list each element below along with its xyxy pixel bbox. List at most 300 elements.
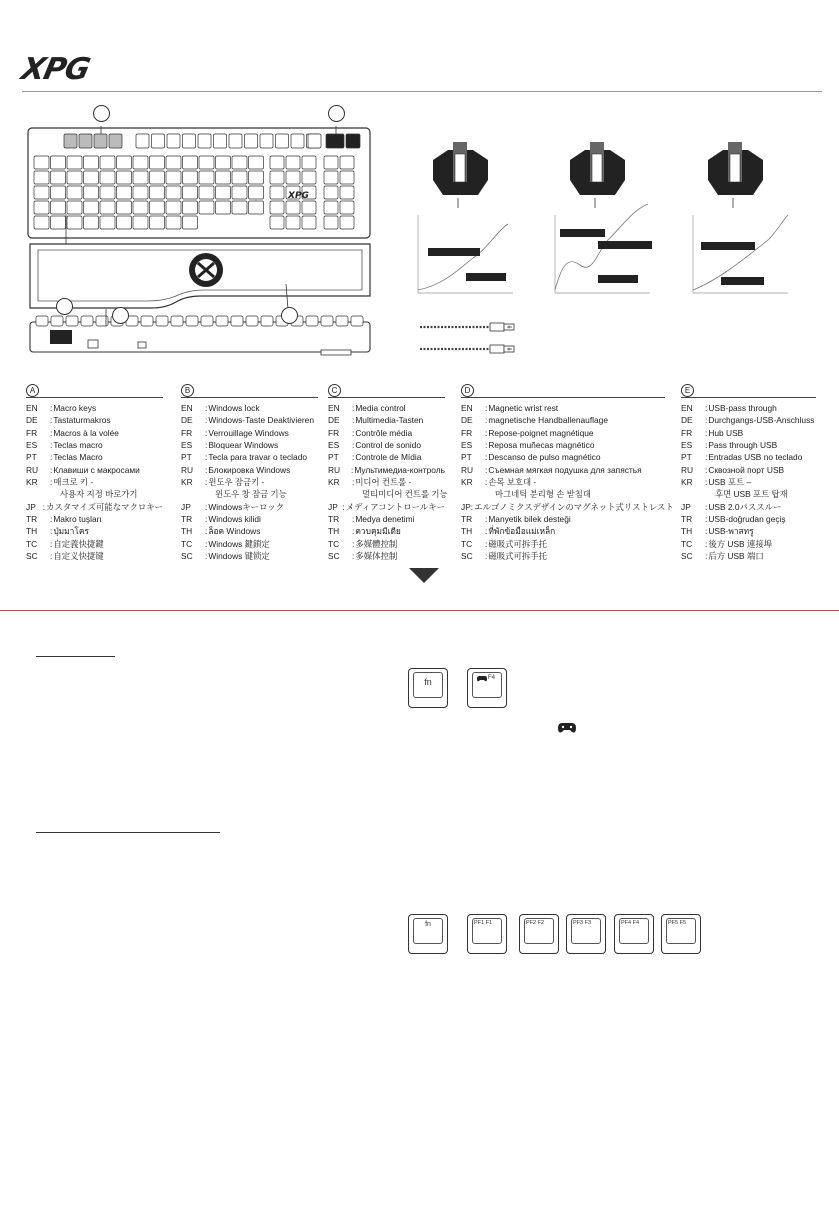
legend-row bbox=[328, 538, 445, 550]
legend-text: エルゴノミクスデザインのマグネット式リストレスト bbox=[474, 501, 674, 512]
legend-row bbox=[181, 538, 318, 550]
key bbox=[326, 134, 344, 148]
key bbox=[232, 201, 247, 214]
key bbox=[67, 201, 82, 214]
key bbox=[249, 156, 264, 169]
legend-row bbox=[26, 538, 163, 550]
key bbox=[51, 216, 66, 229]
legend-text: magnetische Handballenauflage bbox=[488, 415, 608, 426]
legend-row bbox=[26, 476, 163, 488]
callout-bar bbox=[598, 275, 638, 283]
legend-row bbox=[681, 488, 816, 500]
key bbox=[324, 216, 338, 229]
side-keycap bbox=[201, 316, 213, 326]
key bbox=[324, 171, 338, 184]
key bbox=[199, 201, 214, 214]
key bbox=[214, 134, 227, 148]
key bbox=[166, 216, 181, 229]
key bbox=[117, 201, 132, 214]
key bbox=[308, 134, 321, 148]
legend-row bbox=[461, 550, 665, 562]
legend-row bbox=[181, 550, 318, 562]
key bbox=[117, 171, 132, 184]
separator: : bbox=[705, 415, 708, 426]
key bbox=[100, 216, 115, 229]
key bbox=[302, 171, 316, 184]
key bbox=[302, 216, 316, 229]
legend-heading bbox=[681, 384, 816, 398]
f4-gamepad-key bbox=[467, 668, 507, 708]
legend-row bbox=[681, 427, 816, 439]
key bbox=[167, 134, 180, 148]
key bbox=[166, 186, 181, 199]
key bbox=[286, 216, 300, 229]
language-code: TC bbox=[681, 538, 693, 549]
key bbox=[84, 216, 99, 229]
legend-text: Windowsキーロック bbox=[208, 501, 285, 512]
key bbox=[232, 156, 247, 169]
legend-text: Repose-poignet magnétique bbox=[488, 427, 594, 438]
legend-text: Windows kilidi bbox=[208, 514, 261, 525]
key bbox=[133, 186, 148, 199]
legend-text: Блокировка Windows bbox=[208, 464, 291, 475]
separator: : bbox=[205, 514, 208, 525]
separator: : bbox=[50, 464, 53, 475]
separator: : bbox=[705, 464, 708, 475]
language-code: RU bbox=[681, 464, 694, 475]
side-keycap bbox=[36, 316, 48, 326]
legend-row bbox=[681, 525, 816, 537]
side-keycap bbox=[141, 316, 153, 326]
key bbox=[183, 216, 198, 229]
key bbox=[340, 201, 354, 214]
header-divider bbox=[22, 91, 822, 92]
legend-row bbox=[461, 513, 665, 525]
key bbox=[117, 156, 132, 169]
separator: : bbox=[705, 514, 708, 525]
separator: : bbox=[205, 551, 208, 562]
legend-text: 윈도우 창 잠금 기능 bbox=[215, 489, 287, 500]
legend-text: USB-doğrudan geçiş bbox=[708, 514, 786, 525]
legend-text: 自定義快捷鍵 bbox=[53, 538, 104, 549]
key bbox=[249, 201, 264, 214]
legend-row bbox=[26, 427, 163, 439]
legend-text: Tecla para travar o teclado bbox=[208, 452, 308, 463]
key bbox=[183, 201, 198, 214]
language-code: RU bbox=[26, 464, 39, 475]
legend-row bbox=[26, 402, 163, 414]
separator: : bbox=[352, 415, 355, 426]
legend-text: ควบคุมมีเดีย bbox=[355, 526, 401, 537]
legend-row bbox=[461, 402, 665, 414]
legend-row bbox=[681, 513, 816, 525]
language-code: TH bbox=[461, 526, 473, 537]
language-code: KR bbox=[328, 477, 340, 488]
key bbox=[249, 186, 264, 199]
key bbox=[199, 156, 214, 169]
legend-text: 미디어 컨트롤 - bbox=[355, 477, 412, 488]
key bbox=[245, 134, 258, 148]
keyboard-diagram bbox=[26, 104, 376, 364]
key bbox=[216, 171, 231, 184]
key bbox=[276, 134, 289, 148]
key bbox=[270, 201, 284, 214]
language-code: PT bbox=[681, 452, 692, 463]
key bbox=[183, 156, 198, 169]
key bbox=[324, 201, 338, 214]
side-keycap bbox=[306, 316, 318, 326]
separator: : bbox=[485, 427, 488, 438]
key bbox=[84, 171, 99, 184]
language-code: FR bbox=[26, 427, 38, 438]
legend-text: Macro keys bbox=[53, 403, 97, 413]
legend-heading bbox=[26, 384, 163, 398]
language-code: TR bbox=[26, 514, 38, 525]
language-code: TR bbox=[681, 514, 693, 525]
legend-heading bbox=[181, 384, 318, 398]
separator: : bbox=[705, 477, 708, 488]
legend-row bbox=[328, 488, 448, 500]
key bbox=[100, 201, 115, 214]
key bbox=[67, 186, 82, 199]
language-code: FR bbox=[328, 427, 340, 438]
language-code: PT bbox=[181, 452, 192, 463]
legend-row bbox=[26, 414, 163, 426]
legend-letter: A bbox=[26, 384, 39, 397]
fn-key-2 bbox=[408, 914, 448, 954]
legend-text: USB 포트 – bbox=[708, 477, 752, 488]
separator: : bbox=[205, 477, 208, 488]
legend-text: Magnetic wrist rest bbox=[488, 403, 559, 413]
key bbox=[109, 134, 122, 148]
language-code: TC bbox=[328, 538, 340, 549]
language-code: TH bbox=[181, 526, 193, 537]
language-code: KR bbox=[461, 477, 473, 488]
separator: : bbox=[352, 514, 355, 525]
legend-row bbox=[328, 501, 445, 513]
legend-text: Клавиши с макросами bbox=[53, 464, 140, 475]
legend-row bbox=[681, 464, 816, 476]
legend-row bbox=[681, 439, 816, 451]
legend-row bbox=[26, 525, 163, 537]
legend-text: USB-พาสทรู bbox=[708, 526, 754, 537]
legend-text: 사용자 지정 바로가기 bbox=[60, 489, 138, 500]
section-divider bbox=[0, 610, 839, 611]
legend-text: Makro tuşları bbox=[53, 514, 102, 525]
legend-text: Contrôle média bbox=[355, 427, 413, 438]
separator: : bbox=[205, 501, 208, 512]
key bbox=[198, 134, 211, 148]
legend-row bbox=[26, 550, 163, 562]
separator: : bbox=[50, 526, 53, 537]
legend-row bbox=[328, 402, 445, 414]
language-code: ES bbox=[26, 440, 38, 451]
language-code: SC bbox=[328, 551, 340, 562]
legend-text: Windows lock bbox=[208, 403, 260, 413]
language-code: DE bbox=[26, 415, 38, 426]
language-code: DE bbox=[181, 415, 193, 426]
legend-row bbox=[461, 476, 665, 488]
key bbox=[150, 186, 165, 199]
key bbox=[133, 156, 148, 169]
key bbox=[302, 156, 316, 169]
legend-text: Сквозной порт USB bbox=[708, 464, 785, 475]
legend-row bbox=[181, 488, 318, 500]
legend-row bbox=[681, 414, 816, 426]
separator: : bbox=[50, 415, 53, 426]
side-keycap bbox=[51, 316, 63, 326]
separator: : bbox=[352, 440, 355, 451]
legend-row bbox=[461, 439, 665, 451]
legend-text: Hub USB bbox=[708, 427, 744, 438]
separator: : bbox=[205, 464, 208, 475]
legend-text: Windows-Taste Deaktivieren bbox=[208, 415, 314, 426]
key bbox=[340, 216, 354, 229]
separator: : bbox=[205, 427, 208, 438]
legend-text: Media control bbox=[355, 403, 406, 413]
side-keycap bbox=[246, 316, 258, 326]
legend-row bbox=[328, 414, 445, 426]
legend-row bbox=[26, 451, 163, 463]
legend-row bbox=[681, 550, 816, 562]
legend-column-a bbox=[26, 384, 163, 562]
key bbox=[340, 156, 354, 169]
side-keycap bbox=[186, 316, 198, 326]
legend-text: Bloquear Windows bbox=[208, 440, 279, 451]
language-code: SC bbox=[181, 551, 193, 562]
legend-text: Descanso de pulso magnético bbox=[488, 452, 601, 463]
key bbox=[100, 156, 115, 169]
legend-text: 매크로 키 - bbox=[53, 477, 94, 488]
key bbox=[152, 134, 165, 148]
language-code: TH bbox=[681, 526, 693, 537]
key bbox=[183, 186, 198, 199]
separator: : bbox=[705, 427, 708, 438]
gamepad-icon bbox=[477, 675, 487, 682]
key bbox=[79, 134, 92, 148]
keyboard-side-view bbox=[30, 322, 370, 352]
key bbox=[291, 134, 304, 148]
language-code: ES bbox=[461, 440, 473, 451]
legend-text: Reposa muñecas magnético bbox=[488, 440, 595, 451]
pf2-key bbox=[519, 914, 559, 954]
callout-d bbox=[112, 307, 129, 324]
pf-key-label: PF3 F3 bbox=[573, 920, 592, 926]
legend-text: 후면 USB 포트 탑재 bbox=[715, 489, 788, 500]
language-code: PT bbox=[328, 452, 339, 463]
switch-illustration bbox=[708, 142, 763, 208]
key bbox=[117, 186, 132, 199]
separator: : bbox=[205, 526, 208, 537]
key bbox=[216, 186, 231, 199]
legend-row bbox=[26, 439, 163, 451]
legend-heading bbox=[328, 384, 445, 398]
pf-key-label: PF5 F5 bbox=[668, 920, 687, 926]
key bbox=[229, 134, 242, 148]
separator: : bbox=[352, 477, 355, 488]
key bbox=[199, 171, 214, 184]
legend-row bbox=[328, 525, 445, 537]
key bbox=[67, 171, 82, 184]
key bbox=[34, 201, 49, 214]
legend-row bbox=[26, 513, 163, 525]
language-code: FR bbox=[181, 427, 193, 438]
side-keycap bbox=[81, 316, 93, 326]
separator: : bbox=[470, 501, 474, 512]
legend-text: USB 2.0パススルー bbox=[708, 501, 782, 512]
key bbox=[232, 186, 247, 199]
language-code: TH bbox=[328, 526, 340, 537]
separator: : bbox=[485, 551, 488, 562]
language-code: KR bbox=[26, 477, 38, 488]
separator: : bbox=[50, 403, 53, 413]
xpg-logo: XPG bbox=[18, 52, 93, 87]
legend-text: Macros à la volée bbox=[53, 427, 119, 438]
key bbox=[150, 201, 165, 214]
legend-row bbox=[328, 550, 445, 562]
legend-letter: B bbox=[181, 384, 194, 397]
callout-bar bbox=[428, 248, 480, 256]
legend-text: 멀티미디어 컨트롤 기능 bbox=[362, 489, 448, 500]
key bbox=[34, 186, 49, 199]
key bbox=[100, 186, 115, 199]
language-code: JP bbox=[461, 501, 471, 512]
legend-text: 손목 보호대 - bbox=[488, 477, 537, 488]
separator: : bbox=[485, 452, 488, 463]
separator: : bbox=[485, 477, 488, 488]
key bbox=[51, 186, 66, 199]
language-code: DE bbox=[328, 415, 340, 426]
language-code: ES bbox=[181, 440, 193, 451]
legend-text: Control de sonido bbox=[355, 440, 421, 451]
legend-row bbox=[181, 414, 318, 426]
legend-column-b bbox=[181, 384, 318, 562]
legend-text: Multimedia-Tasten bbox=[355, 415, 424, 426]
key bbox=[260, 134, 273, 148]
legend-text: 多媒體控制 bbox=[355, 538, 398, 549]
separator: : bbox=[485, 464, 488, 475]
legend-text: Windows 键锁定 bbox=[208, 551, 270, 562]
separator: : bbox=[485, 538, 488, 549]
separator: : bbox=[50, 477, 53, 488]
separator: : bbox=[205, 415, 208, 426]
side-keycap bbox=[171, 316, 183, 326]
f4-key-label: F4 bbox=[488, 675, 496, 681]
legend-text: Entradas USB no teclado bbox=[708, 452, 803, 463]
key bbox=[133, 171, 148, 184]
key bbox=[94, 134, 107, 148]
legend-text: 마그네틱 분리형 손 받침대 bbox=[495, 489, 591, 500]
language-code: JP bbox=[681, 501, 691, 512]
legend-row bbox=[328, 439, 445, 451]
language-code: RU bbox=[181, 464, 194, 475]
key bbox=[150, 156, 165, 169]
key bbox=[324, 156, 338, 169]
separator: : bbox=[205, 403, 208, 413]
callout-b bbox=[328, 105, 345, 122]
legend-text: ที่พักข้อมือแม่เหล็ก bbox=[488, 526, 556, 537]
callout-bar bbox=[721, 277, 764, 285]
legend-text: Medya denetimi bbox=[355, 514, 415, 525]
legend-text: Manyetik bilek desteği bbox=[488, 514, 571, 525]
key bbox=[199, 186, 214, 199]
legend-text: ล็อค Windows bbox=[208, 526, 261, 537]
language-code: JP bbox=[181, 501, 191, 512]
legend-row bbox=[181, 439, 318, 451]
legend-row bbox=[461, 427, 665, 439]
legend-text: Teclas Macro bbox=[53, 452, 103, 463]
legend-text: カスタマイズ可能なマクロキー bbox=[46, 501, 163, 512]
keyboard-logo: XPG bbox=[288, 191, 309, 201]
side-keycap bbox=[351, 316, 363, 326]
separator: : bbox=[352, 427, 355, 438]
separator: : bbox=[352, 403, 355, 413]
language-code: TR bbox=[461, 514, 473, 525]
separator: : bbox=[50, 551, 53, 562]
fn-key-2-label: fn bbox=[425, 921, 431, 928]
language-code: EN bbox=[461, 403, 473, 413]
callout-bar bbox=[560, 229, 605, 237]
key bbox=[232, 171, 247, 184]
language-code: TC bbox=[26, 538, 38, 549]
key bbox=[150, 216, 165, 229]
key bbox=[183, 134, 196, 148]
legend-row bbox=[26, 501, 163, 513]
key bbox=[150, 171, 165, 184]
key bbox=[270, 156, 284, 169]
legend-text: Съемная мягкая подушка для запястья bbox=[488, 464, 642, 475]
key bbox=[286, 156, 300, 169]
separator: : bbox=[705, 452, 708, 463]
switch-force-diagrams bbox=[398, 140, 798, 310]
separator: : bbox=[50, 452, 53, 463]
key bbox=[216, 201, 231, 214]
callout-bar bbox=[598, 241, 652, 249]
separator: : bbox=[705, 440, 708, 451]
legend-row bbox=[461, 451, 665, 463]
separator: : bbox=[50, 514, 53, 525]
legend-letter: E bbox=[681, 384, 694, 397]
legend-row bbox=[681, 402, 816, 414]
separator: : bbox=[485, 415, 488, 426]
legend-text: 윈도우 잠금키 - bbox=[208, 477, 265, 488]
separator: : bbox=[50, 440, 53, 451]
language-code: JP bbox=[328, 501, 338, 512]
side-keycap bbox=[261, 316, 273, 326]
legend-text: Windows 鍵鎖定 bbox=[208, 538, 270, 549]
legend-row bbox=[461, 525, 665, 537]
language-code: PT bbox=[26, 452, 37, 463]
legend-row bbox=[181, 525, 318, 537]
key bbox=[84, 186, 99, 199]
key bbox=[84, 156, 99, 169]
key bbox=[324, 186, 338, 199]
callout-a bbox=[93, 105, 110, 122]
legend-column-c bbox=[328, 384, 448, 562]
side-keycap bbox=[216, 316, 228, 326]
legend-text: 多媒体控制 bbox=[355, 551, 398, 562]
separator: : bbox=[485, 403, 488, 413]
legend-row bbox=[26, 464, 163, 476]
callout-e bbox=[281, 307, 298, 324]
pf4-key bbox=[614, 914, 654, 954]
key bbox=[67, 156, 82, 169]
legend-letter: D bbox=[461, 384, 474, 397]
language-code: KR bbox=[681, 477, 693, 488]
legend-text: 磁吸式可拆手托 bbox=[488, 538, 547, 549]
separator: : bbox=[705, 551, 708, 562]
legend-row bbox=[328, 476, 445, 488]
